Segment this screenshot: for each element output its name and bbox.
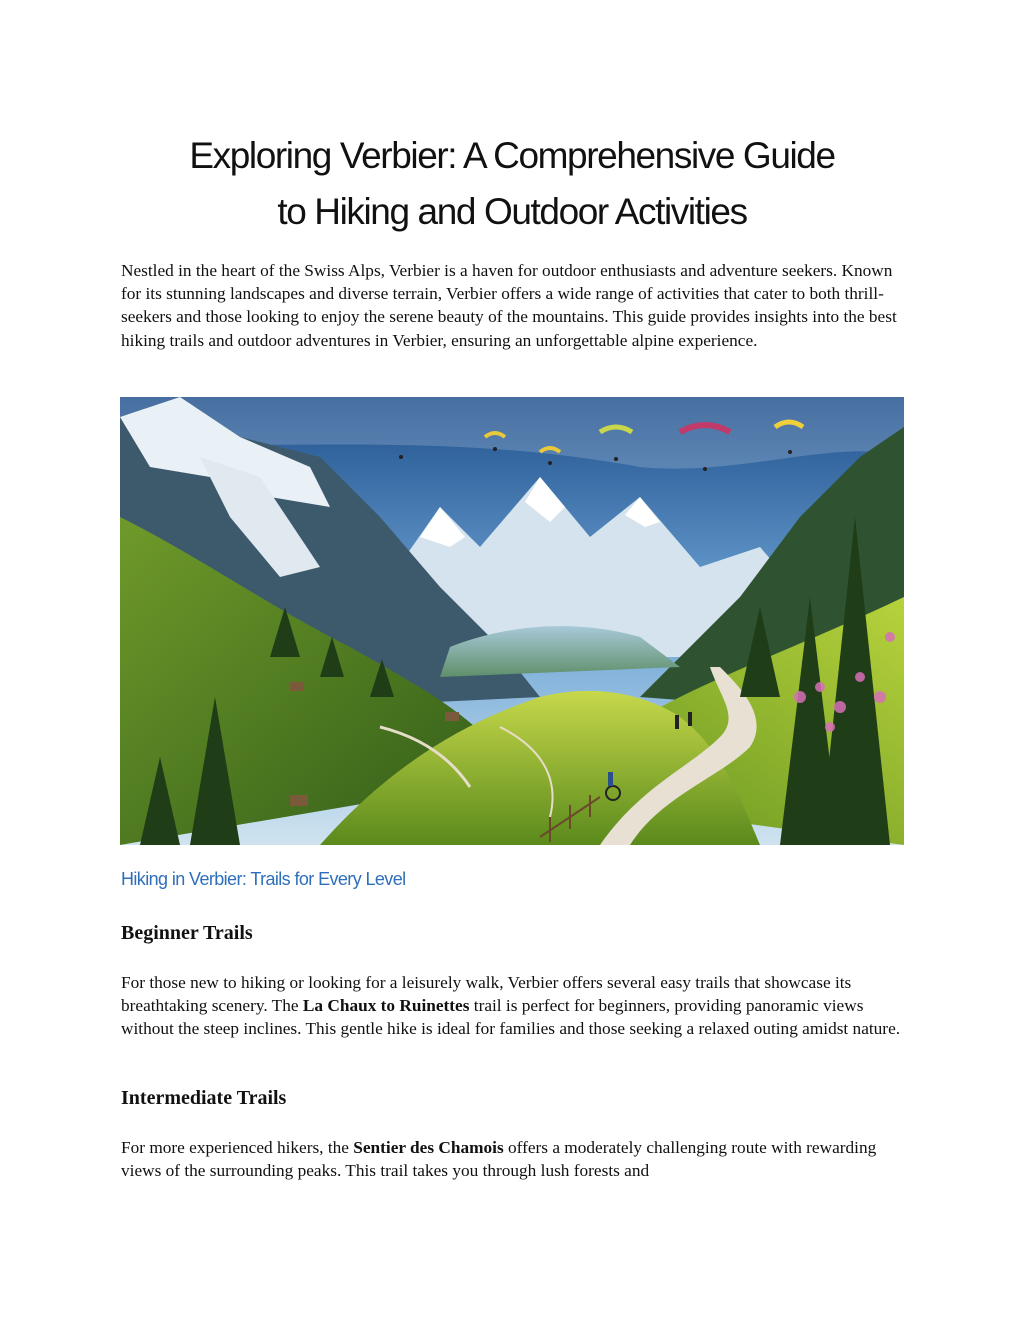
beginner-trails-paragraph — [121, 971, 911, 1041]
intermediate-trail-name: Sentier des Chamois — [353, 1138, 504, 1157]
beginner-trail-name: La Chaux to Ruinettes — [302, 996, 470, 1016]
title-line-2: to Hiking and Outdoor Activities — [277, 191, 747, 232]
intermediate-trails-heading: Intermediate Trails — [121, 1087, 287, 1109]
intermediate-trails-paragraph — [121, 1136, 911, 1182]
beginner-text-after: trail is perfect for beginners, providing panoramic views without the steep inclines. This gentle hike is ideal for families and those seeking a relaxed outing amidst nature. — [121, 996, 901, 1039]
page-title — [100, 128, 924, 240]
intermediate-text-before: For more experienced hikers, the — [121, 1138, 354, 1157]
beginner-trails-heading: Beginner Trails — [121, 922, 253, 944]
section-heading: Hiking in Verbier: Trails for Every Level — [121, 869, 406, 889]
hero-image — [120, 397, 904, 845]
intro-paragraph: Nestled in the heart of the Swiss Alps, Verbier is a haven for outdoor enthusiasts and adventure seekers. Known for its stunning landscapes and diverse terrain, Verbier offers a wide range of activities that cater to both thrill-seekers and those looking to enjoy the serene beauty of the mountains. This guide provides insights into the best hiking trails and outdoor adventures in Verbier, ensuring an unforgettable alpine experience. — [121, 261, 897, 350]
intermediate-text-after: offers a moderately challenging route with rewarding views of the surrounding peaks. This trail takes you through lush forests and — [121, 1138, 877, 1181]
beginner-text-before: For those new to hiking or looking for a leisurely walk, Verbier offers several easy trails that showcase its breathtaking scenery. The — [121, 973, 852, 1016]
title-line-1: Exploring Verbier: A Comprehensive Guide — [189, 135, 835, 176]
